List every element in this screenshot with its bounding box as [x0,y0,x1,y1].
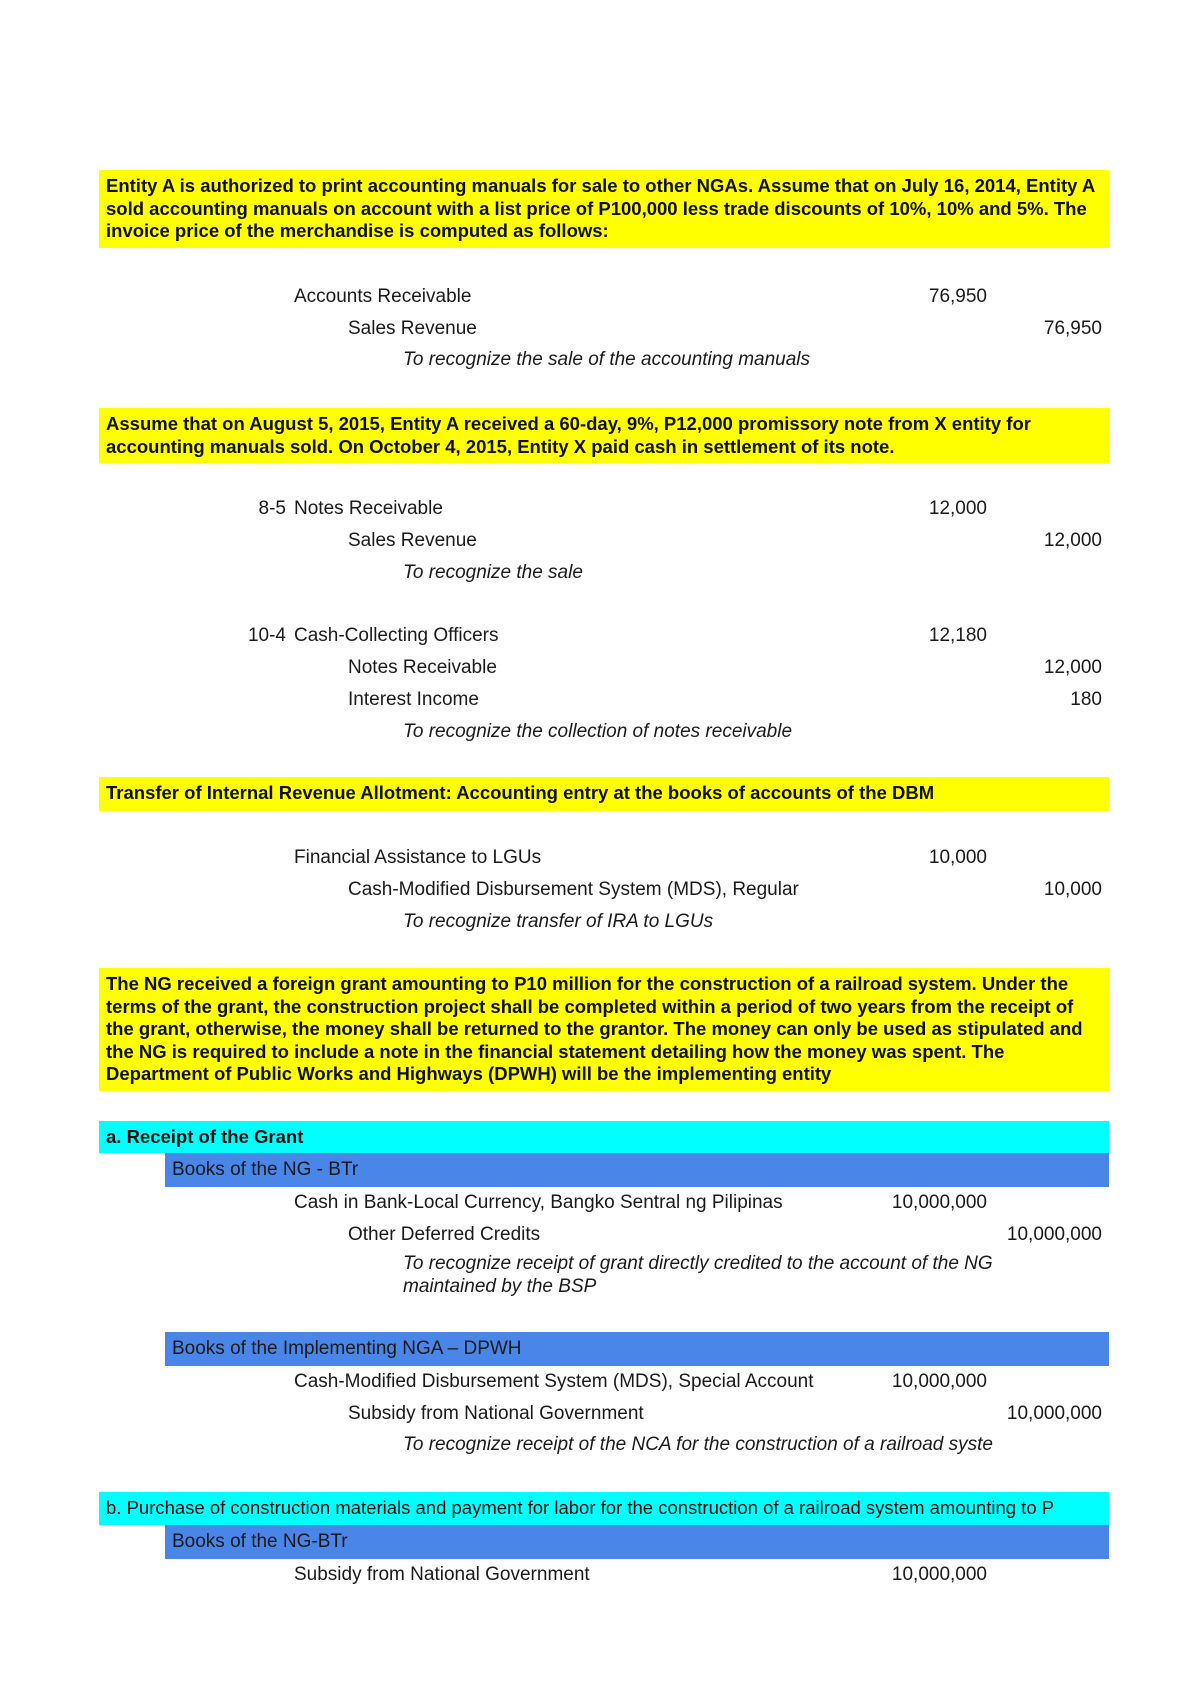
section-4b-title: b. Purchase of construction materials and payment for labor for the construction of a railroad system amounting to P [99,1492,1109,1525]
section-1-header: Entity A is authorized to print accounting manuals for sale to other NGAs. Assume that on July 16, 2014, Entity A sold accounting manuals on account with a list price of P100,000 less trade discounts of 10%, 10% and 5%. The invoice price of the merchandise is computed as follows: [99,170,1109,248]
s2b-credit-account-1: Notes Receivable [348,657,497,678]
s2b-credit-account-2: Interest Income [348,689,479,710]
s2a-debit-account: Notes Receivable [294,498,443,519]
s2b-date: 10-4 [247,625,286,646]
s2b-credit-amount-1: 12,000 [1043,657,1102,678]
s1-credit-amount: 76,950 [1043,318,1102,339]
s3-debit-amount: 10,000 [928,847,987,868]
s4a-dpwh-debit-amount: 10,000,000 [891,1371,987,1392]
s2b-memo: To recognize the collection of notes receivable [403,721,793,742]
s2a-date: 8-5 [258,498,286,519]
s2a-memo: To recognize the sale [403,562,583,583]
s3-debit-account: Financial Assistance to LGUs [294,847,542,868]
s4a-ng-memo: To recognize receipt of grant directly credited to the account of the NG maintained by the BSP [403,1253,993,1297]
s4a-dpwh-credit-amount: 10,000,000 [1006,1403,1102,1424]
s4a-dpwh-debit-account: Cash-Modified Disbursement System (MDS), Special Account [294,1371,814,1392]
s1-debit-amount: 76,950 [928,286,987,307]
s4a-ng-book-header: Books of the NG - BTr [165,1153,1109,1187]
s3-credit-amount: 10,000 [1043,879,1102,900]
s4b-ng-debit-amount: 10,000,000 [891,1564,987,1585]
s2b-credit-amount-2: 180 [1070,689,1102,710]
section-2-header: Assume that on August 5, 2015, Entity A received a 60-day, 9%, P12,000 promissory note from X entity for accounting manuals sold. On October 4, 2015, Entity X paid cash in settlement of its note. [99,408,1109,463]
s2b-debit-amount: 12,180 [928,625,987,646]
s2a-credit-account: Sales Revenue [348,530,477,551]
s1-credit-account: Sales Revenue [348,318,477,339]
s4a-dpwh-book-header: Books of the Implementing NGA – DPWH [165,1332,1109,1366]
s2a-debit-amount: 12,000 [928,498,987,519]
s4b-ng-book-header: Books of the NG-BTr [165,1525,1109,1559]
s2b-debit-account: Cash-Collecting Officers [294,625,499,646]
s4a-dpwh-memo: To recognize receipt of the NCA for the construction of a railroad syste [403,1434,994,1455]
s4a-ng-credit-account: Other Deferred Credits [348,1224,541,1245]
s4a-ng-debit-amount: 10,000,000 [891,1192,987,1213]
s3-memo: To recognize transfer of IRA to LGUs [403,911,714,932]
s2a-credit-amount: 12,000 [1043,530,1102,551]
s4b-ng-debit-account: Subsidy from National Government [294,1564,590,1585]
s3-credit-account: Cash-Modified Disbursement System (MDS), Regular [348,879,799,900]
s4a-ng-credit-amount: 10,000,000 [1006,1224,1102,1245]
s4a-ng-debit-account: Cash in Bank-Local Currency, Bangko Sentral ng Pilipinas [294,1192,783,1213]
section-3-header: Transfer of Internal Revenue Allotment: Accounting entry at the books of accounts of the DBM [99,777,1109,811]
s4a-dpwh-credit-account: Subsidy from National Government [348,1403,644,1424]
s1-debit-account: Accounts Receivable [294,286,472,307]
s1-memo: To recognize the sale of the accounting manuals [403,349,811,370]
section-4a-title: a. Receipt of the Grant [99,1121,1109,1153]
section-4-header: The NG received a foreign grant amounting to P10 million for the construction of a railroad system. Under the terms of the grant, the construction project shall be completed within a period of two years from the receipt of the grant, otherwise, the money shall be returned to the grantor. The money can only be used as stipulated and the NG is required to include a note in the financial statement detailing how the money was spent. The Department of Public Works and Highways (DPWH) will be the implementing entity [99,968,1109,1091]
